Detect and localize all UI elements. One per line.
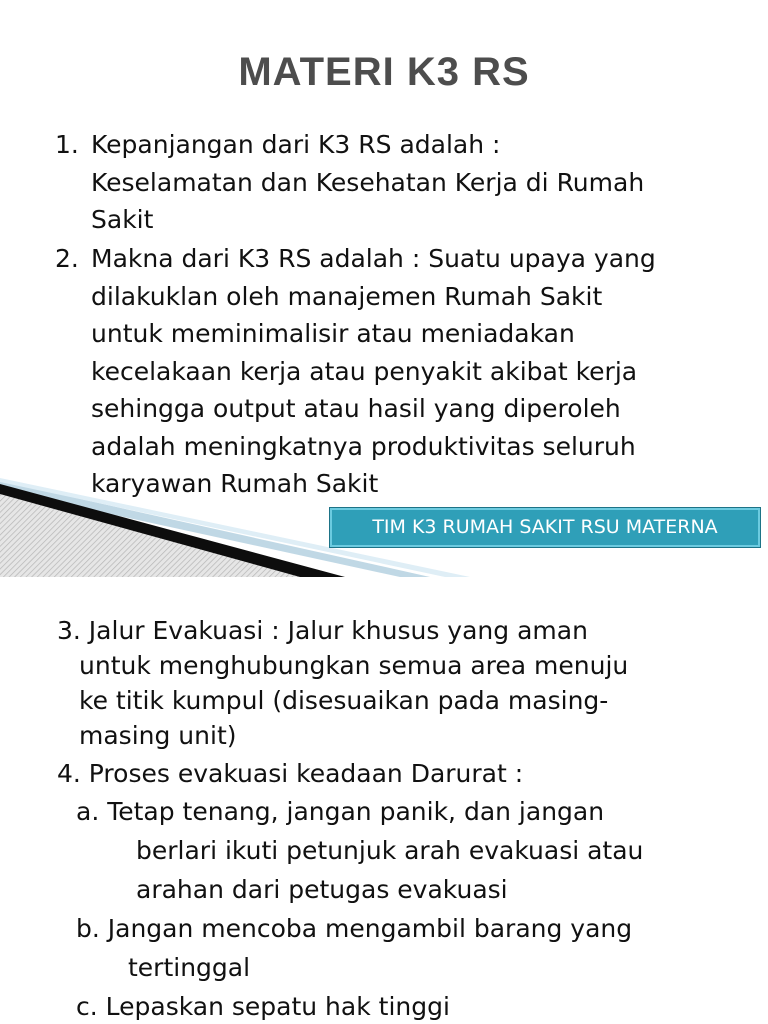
item-line: adalah meningkatnya produktivitas seluruh [91,431,636,461]
slide-2 [0,577,768,1024]
item-line: karyawan Rumah Sakit [91,469,379,498]
list-item-1 [55,126,755,239]
item-line: Makna dari K3 RS adalah : Suatu upaya yang [91,244,656,273]
item-line: untuk meminimalisir atau meniadakan [91,319,575,348]
item-number: 1. [55,130,79,159]
item-line: arahan dari petugas evakuasi [136,875,508,904]
item-line: Sakit [91,205,154,234]
item-line: Kepanjangan dari K3 RS adalah : [91,130,501,159]
item-line: dilakuklan oleh manajemen Rumah Sakit [91,281,603,311]
list-item-3 [57,613,747,753]
item-line: ke titik kumpul (disesuaikan pada masing- [79,686,609,715]
list-item-2 [55,240,755,503]
slide-title: MATERI K3 RS [238,50,530,94]
item-line: untuk menghubungkan semua area menuju [79,651,629,680]
item-line: tertinggal [128,953,251,982]
item-line: Keselamatan dan Kesehatan Kerja di Rumah [91,167,645,197]
list-item-4: 4. Proses evakuasi keadaan Darurat : [57,759,524,788]
item-line: masing unit) [79,721,237,750]
item-line: berlari ikuti petunjuk arah evakuasi atau [136,836,644,865]
item-line: 3. Jalur Evakuasi : Jalur khusus yang aman [57,616,588,645]
team-badge: TIM K3 RUMAH SAKIT RSU MATERNA [330,508,760,547]
sub-item-b [76,909,756,987]
item-line: kecelakaan kerja atau penyakit akibat kerja [91,356,638,386]
item-line: b. Jangan mencoba mengambil barang yang [76,914,633,943]
item-line: a. Tetap tenang, jangan panik, dan jangan [76,797,605,826]
sub-item-a [76,792,756,909]
item-number: 2. [55,244,79,273]
item-line: sehingga output atau hasil yang diperoleh [91,394,621,423]
sub-item-c: c. Lepaskan sepatu hak tinggi [76,992,450,1021]
